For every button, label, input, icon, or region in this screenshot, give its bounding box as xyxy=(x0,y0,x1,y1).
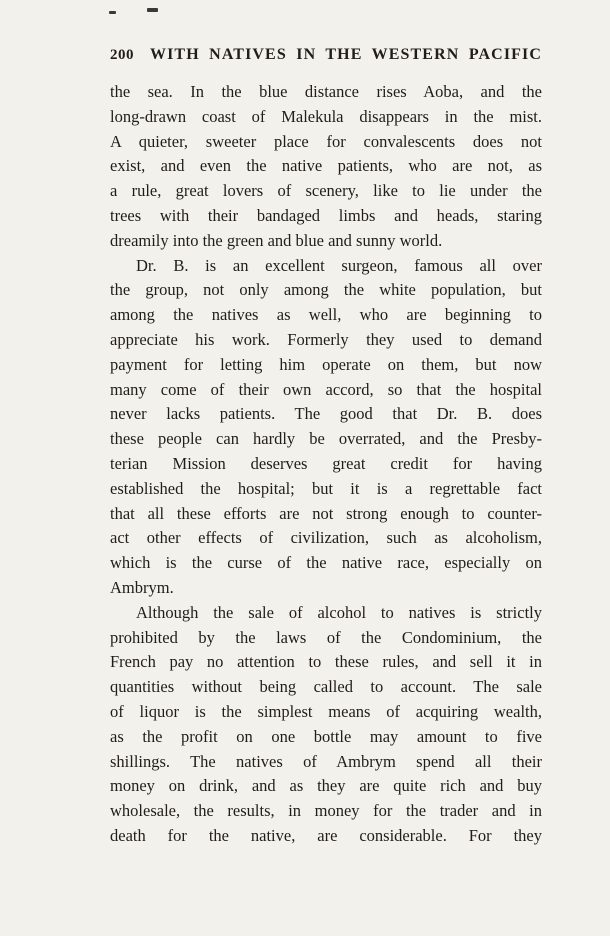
text-line: shillings. The natives of Ambrym spend all their xyxy=(110,751,542,771)
text-line: money on drink, and as they are quite rich and buy xyxy=(110,776,542,796)
text-line: act other effects of civilization, such as alcoholism, xyxy=(110,528,542,548)
text-line: that all these efforts are not strong enough to counter- xyxy=(110,503,542,523)
text-line: a rule, great lovers of scenery, like to lie under the xyxy=(110,181,542,201)
text-line: among the natives as well, who are beginning to xyxy=(110,305,542,325)
text-line: French pay no attention to these rules, and sell it in xyxy=(110,652,542,672)
text-line: quantities without being called to account. The sale xyxy=(110,677,542,697)
scan-artifact xyxy=(109,11,116,14)
text-line: as the profit on one bottle may amount to five xyxy=(110,726,542,746)
text-line: wholesale, the results, in money for the trader and in xyxy=(110,801,542,821)
text-line: which is the curse of the native race, especially on xyxy=(110,553,542,573)
paragraph xyxy=(110,254,542,601)
paragraph xyxy=(110,601,542,849)
scan-artifact xyxy=(147,8,158,12)
text-line: appreciate his work. Formerly they used to demand xyxy=(110,329,542,349)
text-line: dreamily into the green and blue and sunny world. xyxy=(110,230,443,250)
text-line: established the hospital; but it is a regrettable fact xyxy=(110,478,542,498)
text-line: of liquor is the simplest means of acquiring wealth, xyxy=(110,701,542,721)
text-line: A quieter, sweeter place for convalescents does not xyxy=(110,131,542,151)
text-line: prohibited by the laws of the Condominium, the xyxy=(110,627,542,647)
text-line: Although the sale of alcohol to natives is strictly xyxy=(136,602,542,622)
page-number: 200 xyxy=(110,47,134,63)
text-line: never lacks patients. The good that Dr. B. does xyxy=(110,404,542,424)
text-line: these people can hardly be overrated, and the Presby- xyxy=(110,429,542,449)
text-line: death for the native, are considerable. For they xyxy=(110,825,542,845)
page-body xyxy=(110,80,542,849)
text-line: exist, and even the native patients, who are not, as xyxy=(110,156,542,176)
text-line: long-drawn coast of Malekula disappears in the mist. xyxy=(110,106,542,126)
paragraph xyxy=(110,80,542,254)
text-line: many come of their own accord, so that the hospital xyxy=(110,379,542,399)
text-line: Ambrym. xyxy=(110,577,174,597)
text-line: payment for letting him operate on them, but now xyxy=(110,354,542,374)
text-line: terian Mission deserves great credit for having xyxy=(110,453,542,473)
text-line: trees with their bandaged limbs and heads, staring xyxy=(110,205,542,225)
text-line: the group, not only among the white population, but xyxy=(110,280,542,300)
text-line: Dr. B. is an excellent surgeon, famous all over xyxy=(136,255,542,275)
page-header xyxy=(110,46,542,64)
running-title: WITH NATIVES IN THE WESTERN PACIFIC xyxy=(150,46,542,63)
text-line: the sea. In the blue distance rises Aoba, and the xyxy=(110,82,542,101)
